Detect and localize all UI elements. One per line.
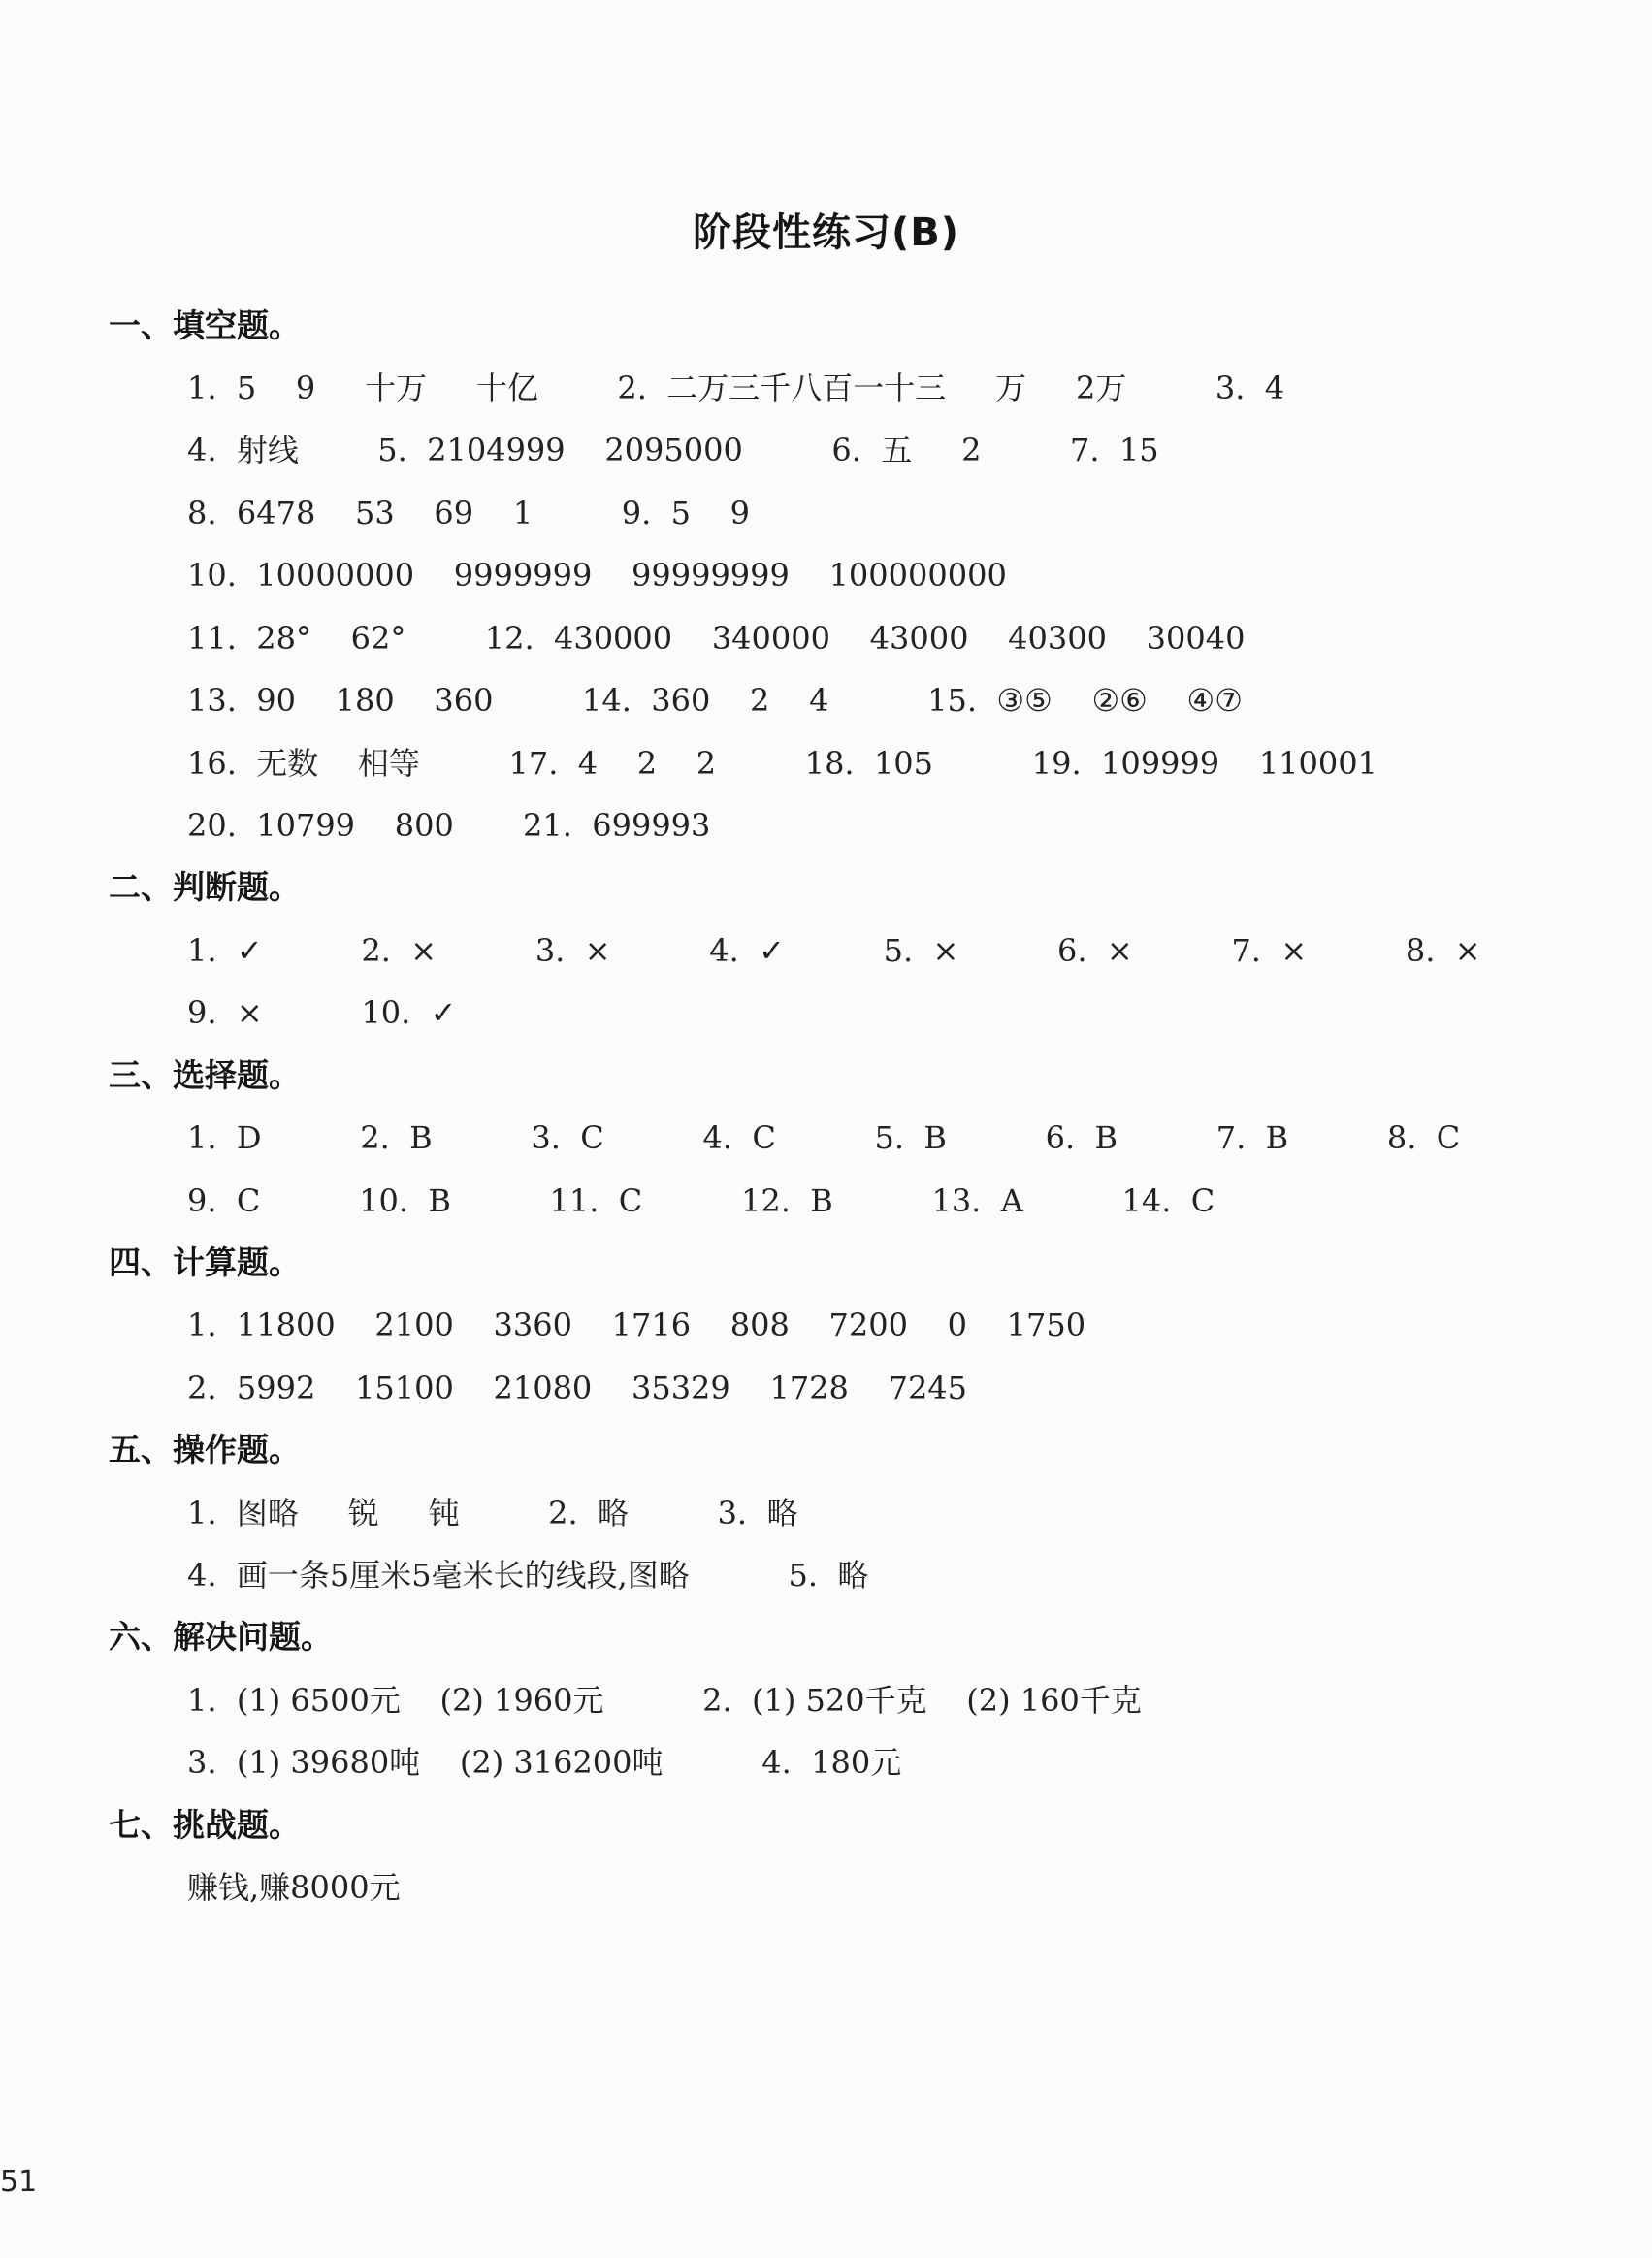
answer-line: 20. 10799 800 21. 699993: [187, 807, 711, 844]
page-title: 阶段性练习(B): [692, 210, 960, 255]
section-heading-2: 二、判断题。: [109, 868, 301, 906]
answer-line: 1. 5 9 十万 十亿 2. 二万三千八百一十三 万 2万 3. 4: [187, 370, 1285, 406]
answer-line: 9. × 10. ✓: [187, 994, 457, 1031]
answer-line: 13. 90 180 360 14. 360 2 4 15. ③⑤ ②⑥ ④⑦: [187, 682, 1243, 719]
answer-line: 1. 图略 锐 钝 2. 略 3. 略: [187, 1495, 798, 1532]
answer-line: 1. ✓ 2. × 3. × 4. ✓ 5. × 6. × 7. × 8. ×: [187, 932, 1481, 969]
answer-line: 1. 11800 2100 3360 1716 808 7200 0 1750: [187, 1306, 1086, 1343]
answer-line: 2. 5992 15100 21080 35329 1728 7245: [187, 1370, 968, 1406]
answer-line: 1. D 2. B 3. C 4. C 5. B 6. B 7. B 8. C: [187, 1119, 1461, 1156]
answer-line: 11. 28° 62° 12. 430000 340000 43000 40300 30040: [187, 620, 1246, 657]
answer-line: 9. C 10. B 11. C 12. B 13. A 14. C: [187, 1182, 1215, 1219]
answer-line: 10. 10000000 9999999 99999999 100000000: [187, 557, 1007, 594]
section-heading-1: 一、填空题。: [109, 306, 301, 344]
answer-line: 4. 画一条5厘米5毫米长的线段,图略 5. 略: [187, 1557, 869, 1594]
answer-line: 16. 无数 相等 17. 4 2 2 18. 105 19. 109999 110001: [187, 745, 1377, 782]
answer-line: 8. 6478 53 69 1 9. 5 9: [187, 495, 750, 532]
section-heading-7: 七、挑战题。: [109, 1806, 301, 1844]
section-heading-6: 六、解决问题。: [109, 1618, 333, 1656]
answer-line: 1. (1) 6500元 (2) 1960元 2. (1) 520千克 (2) 160千克: [187, 1682, 1142, 1719]
answer-line: 赚钱,赚8000元: [187, 1869, 401, 1906]
answer-line: 3. (1) 39680吨 (2) 316200吨 4. 180元: [187, 1744, 902, 1781]
section-heading-5: 五、操作题。: [109, 1431, 301, 1468]
page-number: 51: [0, 2165, 38, 2199]
section-heading-3: 三、选择题。: [109, 1056, 301, 1094]
section-heading-4: 四、计算题。: [109, 1243, 301, 1281]
answer-line: 4. 射线 5. 2104999 2095000 6. 五 2 7. 15: [187, 432, 1159, 468]
